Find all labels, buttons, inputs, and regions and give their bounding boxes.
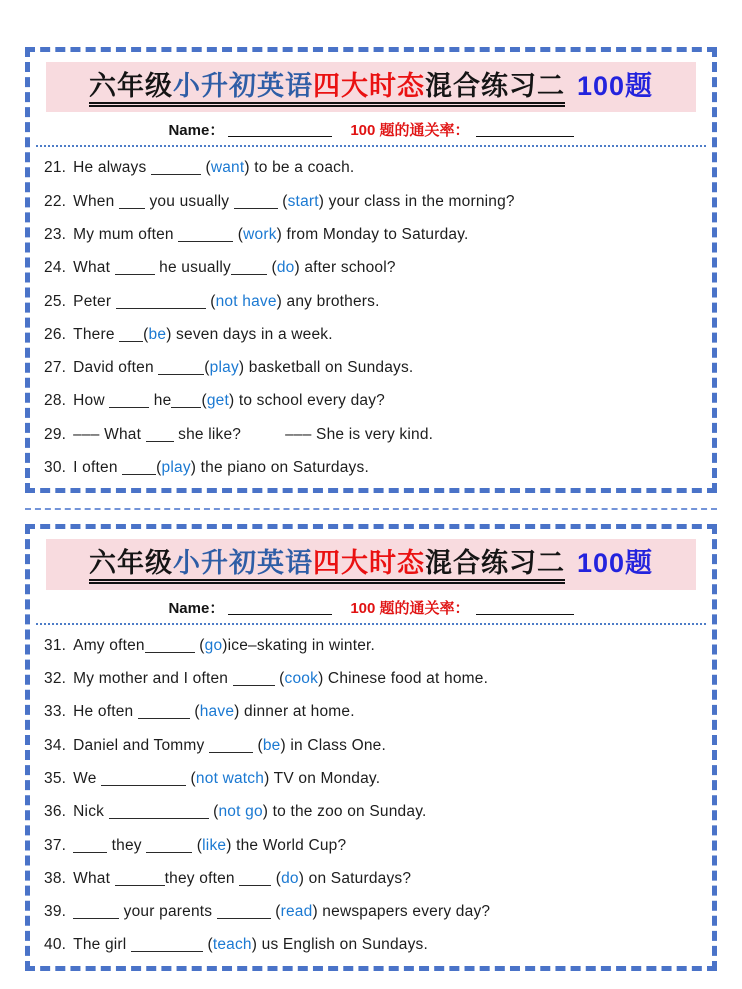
question-text: ) your class in the morning?: [318, 192, 515, 210]
question-text: ) to be a coach.: [244, 159, 355, 177]
question-text: (: [192, 836, 203, 854]
answer-blank-line: [131, 936, 203, 952]
answer-blank-line: [109, 392, 149, 408]
question-row: [44, 895, 700, 928]
question-text: ) basketball on Sundays.: [238, 359, 414, 377]
title-part: 混合练习二: [424, 71, 565, 101]
answer-blank-line: [233, 670, 275, 686]
verb-hint: be: [148, 325, 167, 343]
question-text: ) any brothers.: [276, 292, 380, 310]
question-text: Amy often: [73, 636, 145, 654]
question-text: Daniel and Tommy: [73, 736, 209, 754]
question-number: 31.: [44, 636, 67, 654]
question-text: ) us English on Sundays.: [251, 936, 429, 954]
verb-hint: teach: [212, 936, 252, 954]
question-text: We: [73, 769, 102, 787]
worksheet-title-count: 100题: [576, 548, 654, 579]
question-text: (: [205, 292, 216, 310]
question-number: 26.: [44, 325, 67, 343]
question-text: ) the piano on Saturdays.: [190, 459, 369, 477]
question-text: David often: [73, 359, 159, 377]
question-text: ) to the zoo on Sunday.: [262, 803, 427, 821]
title-part: 混合练习二: [424, 548, 565, 579]
pass-rate-blank-line: [476, 122, 574, 137]
question-number: 24.: [44, 259, 67, 277]
answer-blank-line: [158, 359, 204, 375]
question-text: (: [208, 803, 219, 821]
answer-blank-line: [171, 392, 201, 408]
question-row: [44, 218, 700, 251]
question-row: [44, 185, 700, 218]
title-part: 四大时态: [312, 548, 425, 579]
name-blank-line: [228, 122, 332, 137]
question-text: ) to school every day?: [228, 392, 386, 410]
verb-hint: not have: [215, 292, 277, 310]
question-text: The girl: [73, 936, 131, 954]
verb-hint: play: [209, 359, 239, 377]
question-row: [44, 285, 700, 318]
verb-hint: work: [243, 225, 277, 243]
question-text: ) on Saturdays?: [298, 869, 412, 887]
worksheet-card: [25, 524, 717, 970]
header-divider: [36, 145, 706, 147]
question-text: I often: [73, 459, 123, 477]
worksheet-title-band: [46, 539, 696, 589]
question-text: he usually: [154, 259, 231, 277]
question-text: (: [200, 159, 211, 177]
question-number: 37.: [44, 836, 67, 854]
question-text: My mother and I often: [73, 670, 233, 688]
name-row: [42, 119, 700, 140]
question-row: [44, 729, 700, 762]
question-row: [44, 351, 700, 384]
question-text: (: [233, 225, 244, 243]
question-text: )ice–skating in winter.: [222, 636, 376, 654]
question-row: [44, 829, 700, 862]
question-text: (: [204, 359, 210, 377]
answer-blank-line: [115, 870, 165, 886]
worksheet-title-band: [46, 62, 696, 112]
question-number: 23.: [44, 225, 67, 243]
answer-blank-line: [122, 459, 156, 475]
question-number: 25.: [44, 292, 67, 310]
question-row: [44, 418, 700, 451]
title-part: 小升初英语: [172, 548, 313, 579]
question-text: (: [270, 903, 281, 921]
question-text: There: [73, 325, 120, 343]
answer-blank-line: [119, 193, 145, 209]
question-text: What: [73, 259, 115, 277]
question-list: [42, 151, 700, 484]
question-row: [44, 251, 700, 284]
verb-hint: do: [281, 869, 299, 887]
question-text: ) newspapers every day?: [312, 903, 491, 921]
answer-blank-line: [145, 637, 195, 653]
verb-hint: have: [199, 703, 235, 721]
answer-blank-line: [119, 326, 143, 342]
question-text: he: [149, 392, 172, 410]
question-number: 28.: [44, 392, 67, 410]
question-row: [44, 795, 700, 828]
title-part: 四大时态: [312, 71, 425, 101]
title-part: 六年级: [88, 71, 173, 101]
verb-hint: cook: [284, 670, 319, 688]
question-number: 30.: [44, 459, 67, 477]
question-row: [44, 451, 700, 484]
header-divider: [36, 623, 706, 625]
question-text: (: [202, 936, 213, 954]
worksheet-title: [89, 71, 565, 107]
verb-hint: read: [280, 903, 313, 921]
question-row: [44, 662, 700, 695]
question-number: 40.: [44, 936, 67, 954]
answer-blank-line: [73, 903, 119, 919]
verb-hint: do: [276, 259, 295, 277]
question-text: they often: [164, 869, 240, 887]
answer-blank-line: [231, 259, 267, 275]
question-number: 39.: [44, 903, 67, 921]
worksheet-card-slot-bottom: [0, 524, 742, 970]
answer-blank-line: [178, 226, 233, 242]
question-number: 36.: [44, 803, 67, 821]
worksheet-title-count: 100题: [576, 71, 654, 101]
question-text: she like?: [173, 425, 242, 443]
question-list: [42, 629, 700, 962]
question-text: (: [274, 670, 285, 688]
question-text: He often: [73, 703, 138, 721]
question-text: ) dinner at home.: [234, 703, 355, 721]
question-text: ) after school?: [294, 259, 396, 277]
verb-hint: not watch: [195, 769, 265, 787]
question-text: Peter: [73, 292, 116, 310]
name-label: Name：: [168, 599, 225, 617]
worksheet-title: [89, 548, 565, 584]
answer-blank-line: [146, 426, 174, 442]
question-text: When: [73, 192, 119, 210]
question-row: [44, 928, 700, 961]
question-text: (: [189, 703, 200, 721]
verb-hint: be: [262, 736, 281, 754]
answer-blank-line: [217, 903, 271, 919]
question-text: What: [73, 869, 115, 887]
question-number: 32.: [44, 670, 67, 688]
question-text: ) Chinese food at home.: [318, 670, 489, 688]
question-row: [44, 762, 700, 795]
question-text: How: [73, 392, 110, 410]
verb-hint: start: [287, 192, 319, 210]
answer-blank-line: [146, 837, 192, 853]
question-text: you usually: [144, 192, 234, 210]
pass-rate-label: 100 题的通关率：: [350, 122, 470, 140]
question-number: 22.: [44, 192, 67, 210]
name-label: Name：: [168, 122, 225, 140]
pass-rate-blank-line: [476, 600, 574, 615]
question-text: ––– What: [73, 425, 146, 443]
question-row: [44, 318, 700, 351]
question-number: 35.: [44, 769, 67, 787]
answer-blank-line: [138, 703, 190, 719]
verb-hint: play: [161, 459, 191, 477]
question-text: He always: [73, 159, 151, 177]
answer-blank-line: [151, 159, 201, 175]
verb-hint: get: [206, 392, 229, 410]
verb-hint: go: [204, 636, 223, 654]
question-text: (: [143, 325, 149, 343]
question-text: ) the World Cup?: [226, 836, 347, 854]
question-number: 33.: [44, 703, 67, 721]
answer-blank-line: [116, 293, 206, 309]
question-text: ) TV on Monday.: [264, 769, 381, 787]
question-number: 21.: [44, 159, 67, 177]
question-number: 29.: [44, 425, 67, 443]
question-text: My mum often: [73, 225, 179, 243]
name-blank-line: [228, 600, 332, 615]
answer-blank-line: [115, 259, 155, 275]
question-text: ––– She is very kind.: [285, 425, 434, 443]
question-text: (: [271, 869, 282, 887]
question-text: (: [194, 636, 205, 654]
answer-blank-line: [109, 803, 209, 819]
answer-blank-line: [73, 837, 107, 853]
worksheet-card: [25, 47, 717, 493]
question-row: [44, 151, 700, 184]
answer-blank-line: [209, 737, 253, 753]
pass-rate-label: 100 题的通关率：: [350, 599, 470, 617]
verb-hint: not go: [218, 803, 263, 821]
question-text: ) in Class One.: [280, 736, 386, 754]
question-row: [44, 862, 700, 895]
name-row: [42, 597, 700, 618]
question-number: 34.: [44, 736, 67, 754]
question-text: ) seven days in a week.: [166, 325, 333, 343]
question-text: (: [186, 769, 196, 787]
answer-blank-line: [239, 870, 271, 886]
question-text: (: [266, 259, 277, 277]
question-text: (: [156, 459, 162, 477]
verb-hint: like: [202, 836, 227, 854]
question-number: 38.: [44, 869, 67, 887]
worksheet-card-slot-top: [0, 47, 742, 493]
question-row: [44, 384, 700, 417]
question-number: 27.: [44, 359, 67, 377]
question-text: (: [277, 192, 288, 210]
question-text: (: [252, 736, 263, 754]
question-text: your parents: [119, 903, 217, 921]
question-text: they: [107, 836, 147, 854]
section-divider: [25, 508, 717, 510]
answer-blank-line: [101, 770, 186, 786]
spacer: [241, 438, 285, 439]
answer-blank-line: [234, 193, 278, 209]
verb-hint: want: [210, 159, 245, 177]
question-text: ) from Monday to Saturday.: [276, 225, 469, 243]
title-part: 小升初英语: [172, 71, 313, 101]
question-row: [44, 629, 700, 662]
question-row: [44, 695, 700, 728]
question-text: (: [201, 392, 207, 410]
title-part: 六年级: [88, 548, 173, 579]
question-text: Nick: [73, 803, 109, 821]
